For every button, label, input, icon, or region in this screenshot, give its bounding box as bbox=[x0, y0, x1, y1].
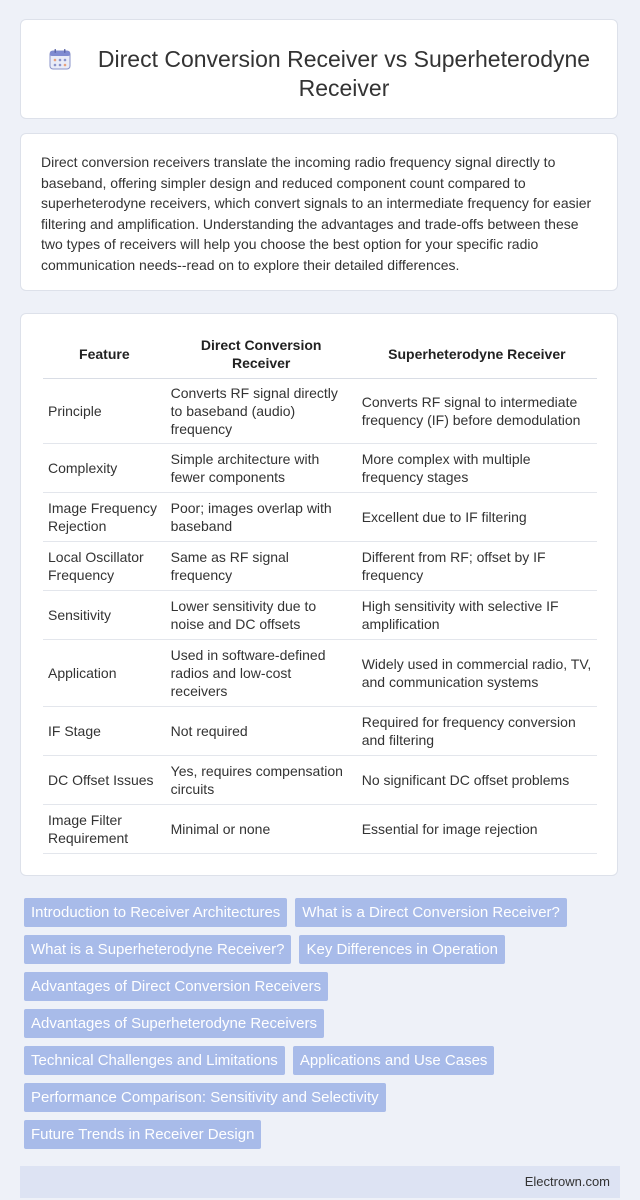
table-row bbox=[43, 640, 597, 707]
table-row bbox=[43, 493, 597, 542]
comparison-table-card bbox=[20, 313, 618, 876]
table-cell: Sensitivity bbox=[43, 591, 166, 640]
table-header-row bbox=[43, 332, 597, 379]
page-title: Direct Conversion Receiver vs Superheterodyne Receiver bbox=[97, 46, 591, 101]
table-cell: Minimal or none bbox=[166, 805, 357, 854]
table-row bbox=[43, 756, 597, 805]
table-cell: Lower sensitivity due to noise and DC offsets bbox=[166, 591, 357, 640]
table-cell: Essential for image rejection bbox=[357, 805, 597, 854]
link-row bbox=[20, 1046, 620, 1075]
table-cell: Image Frequency Rejection bbox=[43, 493, 166, 542]
table-cell: Converts RF signal directly to baseband (audio) frequency bbox=[166, 379, 357, 444]
link-row bbox=[20, 935, 620, 964]
topic-link[interactable]: Performance Comparison: Sensitivity and Selectivity bbox=[24, 1083, 386, 1112]
header-card bbox=[20, 19, 618, 119]
table-cell: Poor; images overlap with baseband bbox=[166, 493, 357, 542]
footer-site-name[interactable]: Electrown.com bbox=[524, 1174, 610, 1189]
table-cell: Same as RF signal frequency bbox=[166, 542, 357, 591]
topic-link[interactable]: What is a Superheterodyne Receiver? bbox=[24, 935, 291, 964]
table-cell: Image Filter Requirement bbox=[43, 805, 166, 854]
topic-link[interactable]: What is a Direct Conversion Receiver? bbox=[295, 898, 567, 927]
table-cell: Required for frequency conversion and filtering bbox=[357, 707, 597, 756]
topic-link[interactable]: Future Trends in Receiver Design bbox=[24, 1120, 261, 1149]
table-row bbox=[43, 379, 597, 444]
table-cell: Yes, requires compensation circuits bbox=[166, 756, 357, 805]
table-row bbox=[43, 444, 597, 493]
calendar-grid-icon bbox=[49, 48, 71, 70]
table-row bbox=[43, 805, 597, 854]
link-row bbox=[20, 1083, 620, 1112]
table-cell: High sensitivity with selective IF amplification bbox=[357, 591, 597, 640]
link-row bbox=[20, 1009, 620, 1038]
table-cell: Widely used in commercial radio, TV, and communication systems bbox=[357, 640, 597, 707]
table-cell: More complex with multiple frequency stages bbox=[357, 444, 597, 493]
table-cell: Different from RF; offset by IF frequency bbox=[357, 542, 597, 591]
topic-link[interactable]: Applications and Use Cases bbox=[293, 1046, 495, 1075]
column-header-superheterodyne: Superheterodyne Receiver bbox=[357, 332, 597, 379]
comparison-table bbox=[43, 332, 597, 854]
table-cell: Local Oscillator Frequency bbox=[43, 542, 166, 591]
intro-card bbox=[20, 133, 618, 291]
link-row bbox=[20, 1120, 620, 1149]
topic-link[interactable]: Advantages of Superheterodyne Receivers bbox=[24, 1009, 324, 1038]
topic-link[interactable]: Advantages of Direct Conversion Receivers bbox=[24, 972, 328, 1001]
link-row bbox=[20, 972, 620, 1001]
table-row bbox=[43, 707, 597, 756]
table-cell: IF Stage bbox=[43, 707, 166, 756]
table-cell: Used in software-defined radios and low-cost receivers bbox=[166, 640, 357, 707]
table-row bbox=[43, 542, 597, 591]
table-cell: Simple architecture with fewer components bbox=[166, 444, 357, 493]
footer bbox=[20, 1166, 620, 1198]
topic-link[interactable]: Key Differences in Operation bbox=[299, 935, 505, 964]
topic-link[interactable]: Technical Challenges and Limitations bbox=[24, 1046, 285, 1075]
table-cell: Complexity bbox=[43, 444, 166, 493]
intro-paragraph: Direct conversion receivers translate the incoming radio frequency signal directly to baseband, offering simpler design and reduced component count compared to superheterodyne receivers, which convert signals to an intermediate frequency for easier filtering and amplification. Understanding the advantages and trade-offs between these two types of receivers will help you choose the best option for your specific radio communication needs--read on to explore their detailed differences. bbox=[41, 154, 592, 273]
table-cell: Not required bbox=[166, 707, 357, 756]
table-cell: Excellent due to IF filtering bbox=[357, 493, 597, 542]
table-row bbox=[43, 591, 597, 640]
link-row bbox=[20, 898, 620, 927]
column-header-direct-conversion: Direct Conversion Receiver bbox=[166, 332, 357, 379]
topic-link[interactable]: Introduction to Receiver Architectures bbox=[24, 898, 287, 927]
table-cell: Application bbox=[43, 640, 166, 707]
table-cell: No significant DC offset problems bbox=[357, 756, 597, 805]
table-cell: DC Offset Issues bbox=[43, 756, 166, 805]
table-cell: Principle bbox=[43, 379, 166, 444]
column-header-feature: Feature bbox=[43, 332, 166, 379]
topic-links bbox=[20, 898, 620, 1157]
table-cell: Converts RF signal to intermediate frequency (IF) before demodulation bbox=[357, 379, 597, 444]
